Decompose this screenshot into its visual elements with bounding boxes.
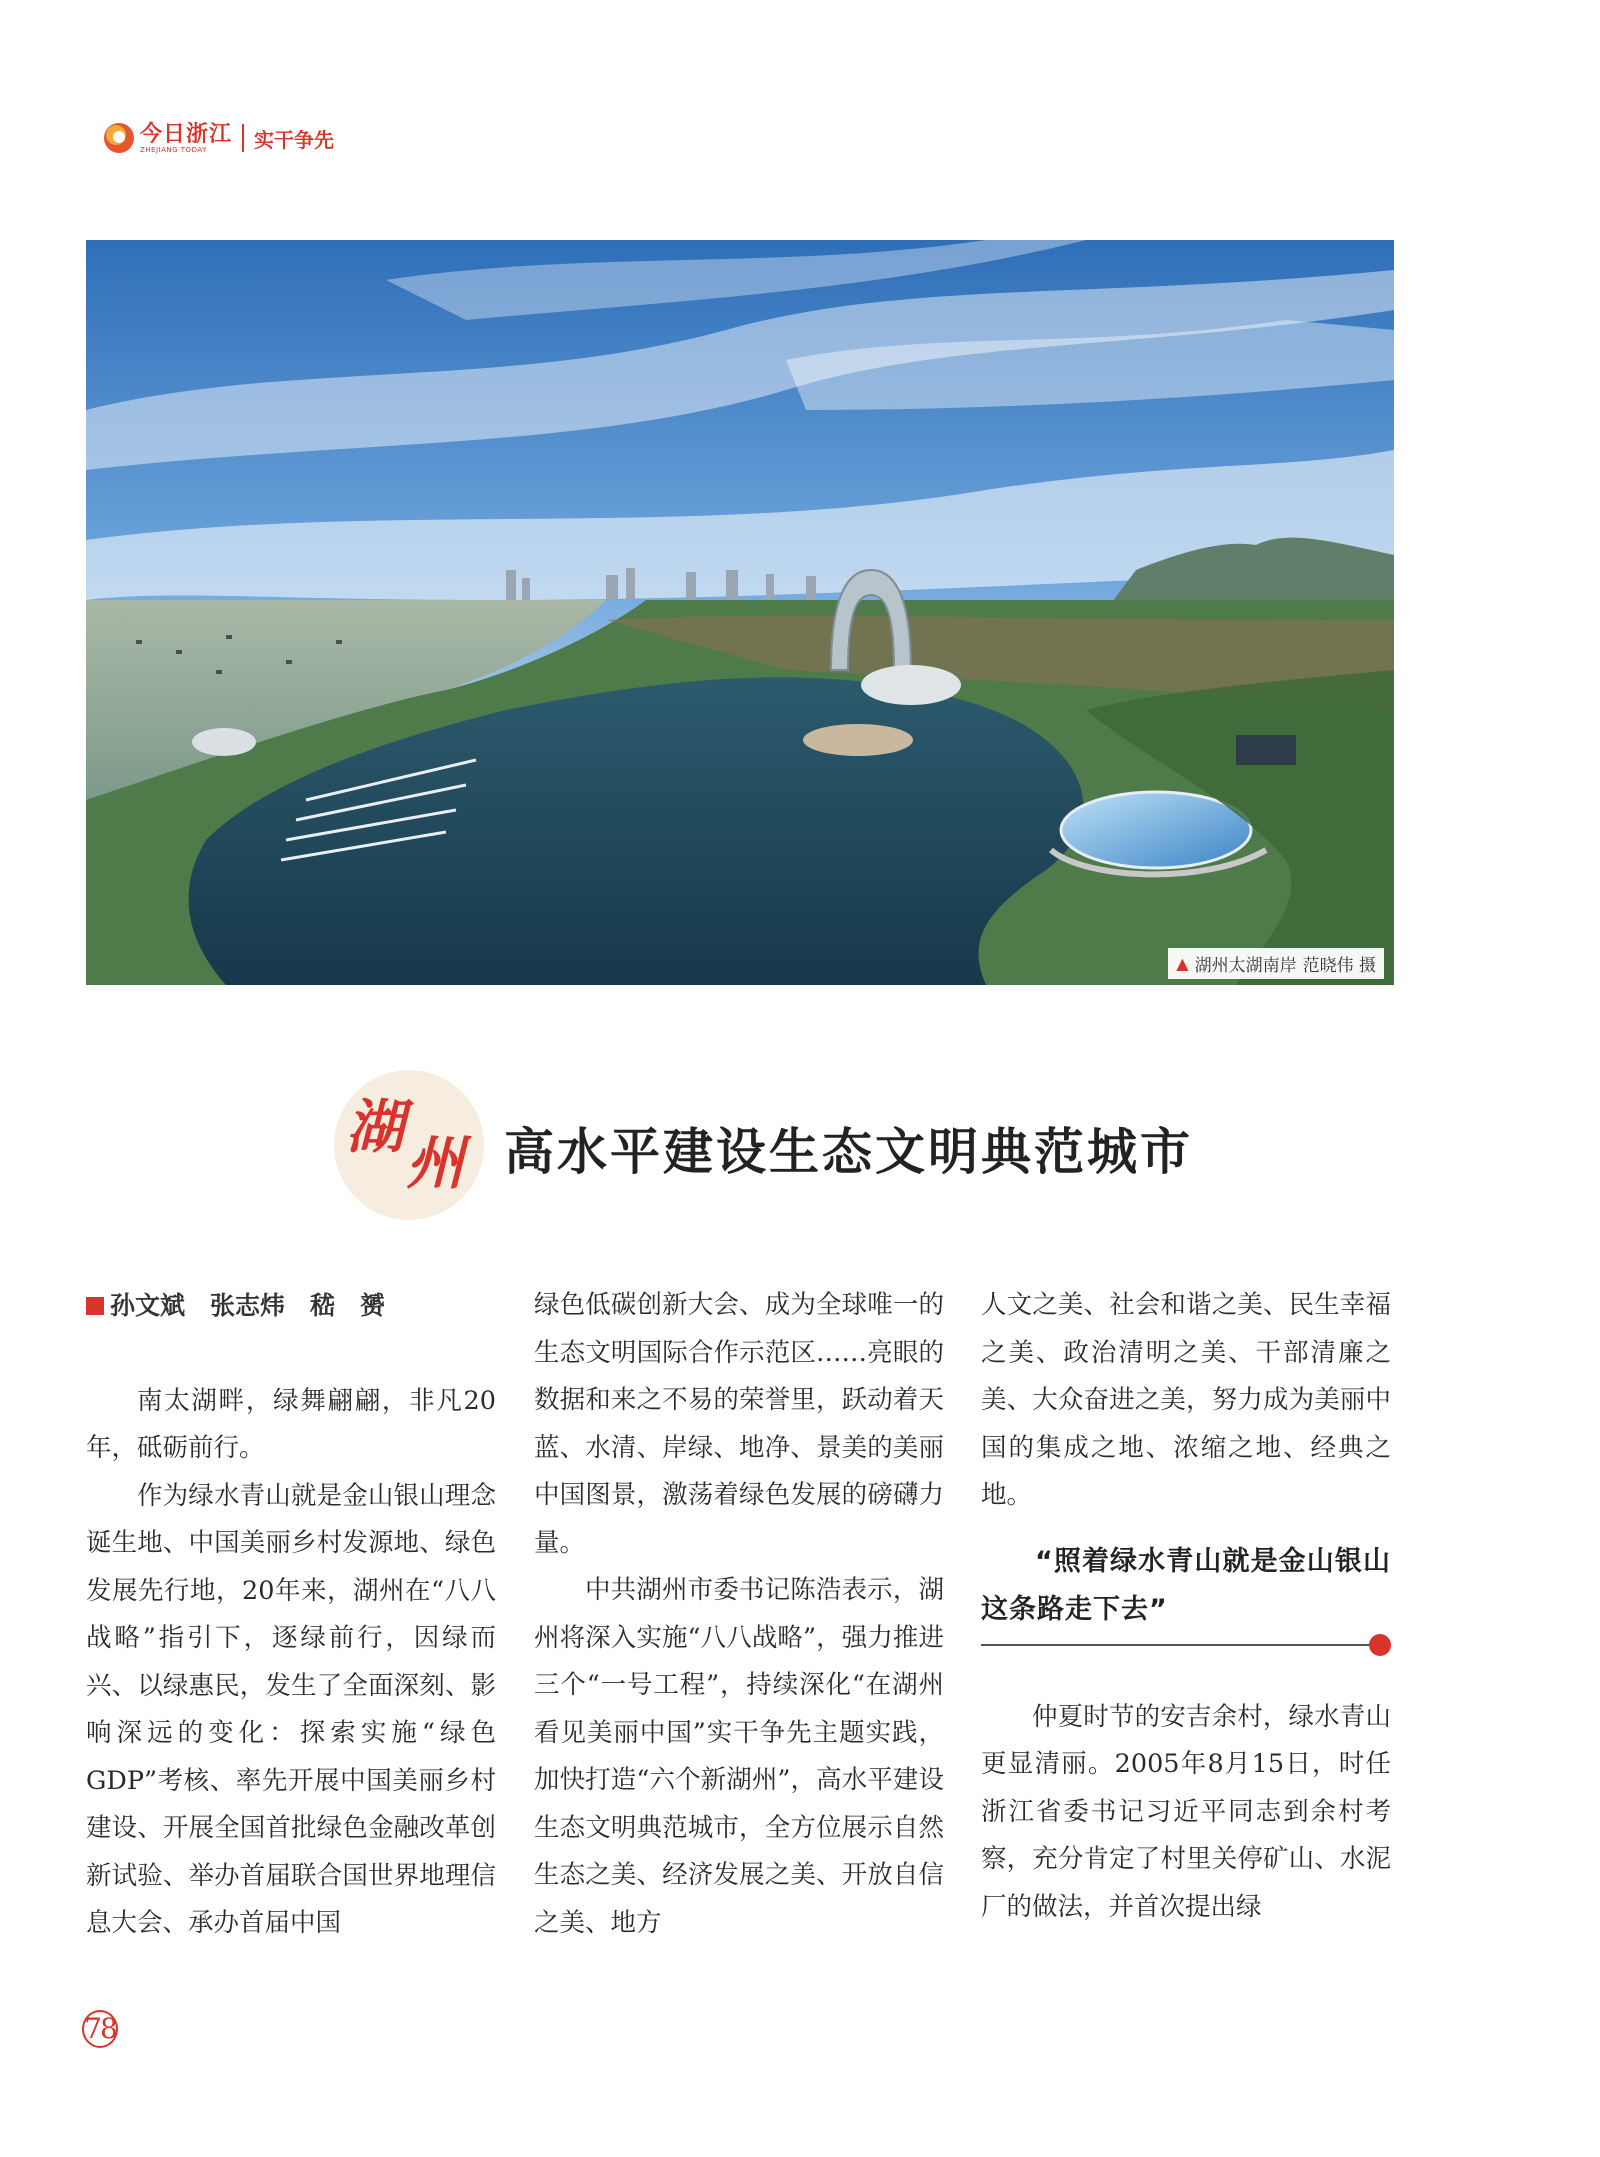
subhead-rule <box>981 1634 1391 1656</box>
photo-caption <box>1168 948 1384 979</box>
section-subhead: “照着绿水青山就是金山银山这条路走下去” <box>981 1545 1391 1625</box>
logo-text <box>140 120 233 154</box>
page-number: 78 <box>82 2010 118 2048</box>
lakeside-aerial-photo <box>86 240 1394 985</box>
paragraph-1: 南太湖畔，绿舞翩翩，非凡20年，砥砺前行。 <box>86 1385 496 1463</box>
masthead-logo <box>104 118 334 158</box>
byline <box>86 1282 496 1330</box>
paragraph-4: 仲夏时节的安吉余村，绿水青山更显清丽。2005年8月15日，时任浙江省委书记习近平同志到余村考察，充分肯定了村里关停矿山、水泥厂的做法，并首次提出绿 <box>981 1701 1391 1922</box>
caption-credit: 范晓伟 摄 <box>1302 956 1376 976</box>
caption-location: 湖州太湖南岸 <box>1194 956 1297 976</box>
column-1 <box>86 1282 496 1948</box>
caption-triangle-icon: ▲ <box>1176 954 1189 973</box>
byline-authors: 孙文斌 张志炜 嵇 赟 <box>110 1291 386 1320</box>
section-label: 实干争先 <box>254 127 335 152</box>
paragraph-2: 作为绿水青山就是金山银山理念诞生地、中国美丽乡村发源地、绿色发展先行地，20年来，湖州在“八八战略”指引下，逐绿前行，因绿而兴、以绿惠民，发生了全面深刻、影响深远的变化：探索实施“绿色GDP”考核、率先开展中国美丽乡村建设、开展全国首批绿色金融改革创新试验、举办首届联合国世界地理信息大会、承办首届中国 <box>86 1480 496 1938</box>
sun-logo-icon <box>104 123 134 153</box>
paragraph-2-continued: 绿色低碳创新大会、成为全球唯一的生态文明国际合作示范区……亮眼的数据和来之不易的荣誉里，跃动着天蓝、水清、岸绿、地净、景美的美丽中国图景，激荡着绿色发展的磅礴力量。 <box>534 1290 944 1558</box>
subhead-dot-icon <box>1369 1634 1391 1656</box>
paragraph-3: 中共湖州市委书记陈浩表示，湖州将深入实施“八八战略”，强力推进三个“一号工程”，持续深化“在湖州看见美丽中国”实干争先主题实践，加快打造“六个新湖州”，高水平建设生态文明典范城市，全方位展示自然生态之美、经济发展之美、开放自信之美、地方 <box>534 1575 944 1938</box>
article-headline: 高水平建设生态文明典范城市 <box>504 1122 1193 1181</box>
logo-english: ZHEJIANG TODAY <box>140 145 207 154</box>
city-char-2: 州 <box>406 1129 467 1197</box>
city-char-1: 湖 <box>346 1093 407 1161</box>
subhead-line <box>981 1644 1377 1646</box>
column-3 <box>981 1282 1391 1931</box>
header-divider <box>242 124 244 152</box>
logo-chinese: 今日浙江 <box>140 120 233 147</box>
paragraph-3-continued: 人文之美、社会和谐之美、民生幸福之美、政治清明之美、干部清廉之美、大众奋进之美，努力成为美丽中国的集成之地、浓缩之地、经典之地。 <box>981 1290 1391 1510</box>
byline-square-icon <box>86 1297 104 1315</box>
city-name <box>346 1093 467 1197</box>
column-2 <box>534 1282 944 1947</box>
aerial-photo-illustration <box>86 240 1394 985</box>
